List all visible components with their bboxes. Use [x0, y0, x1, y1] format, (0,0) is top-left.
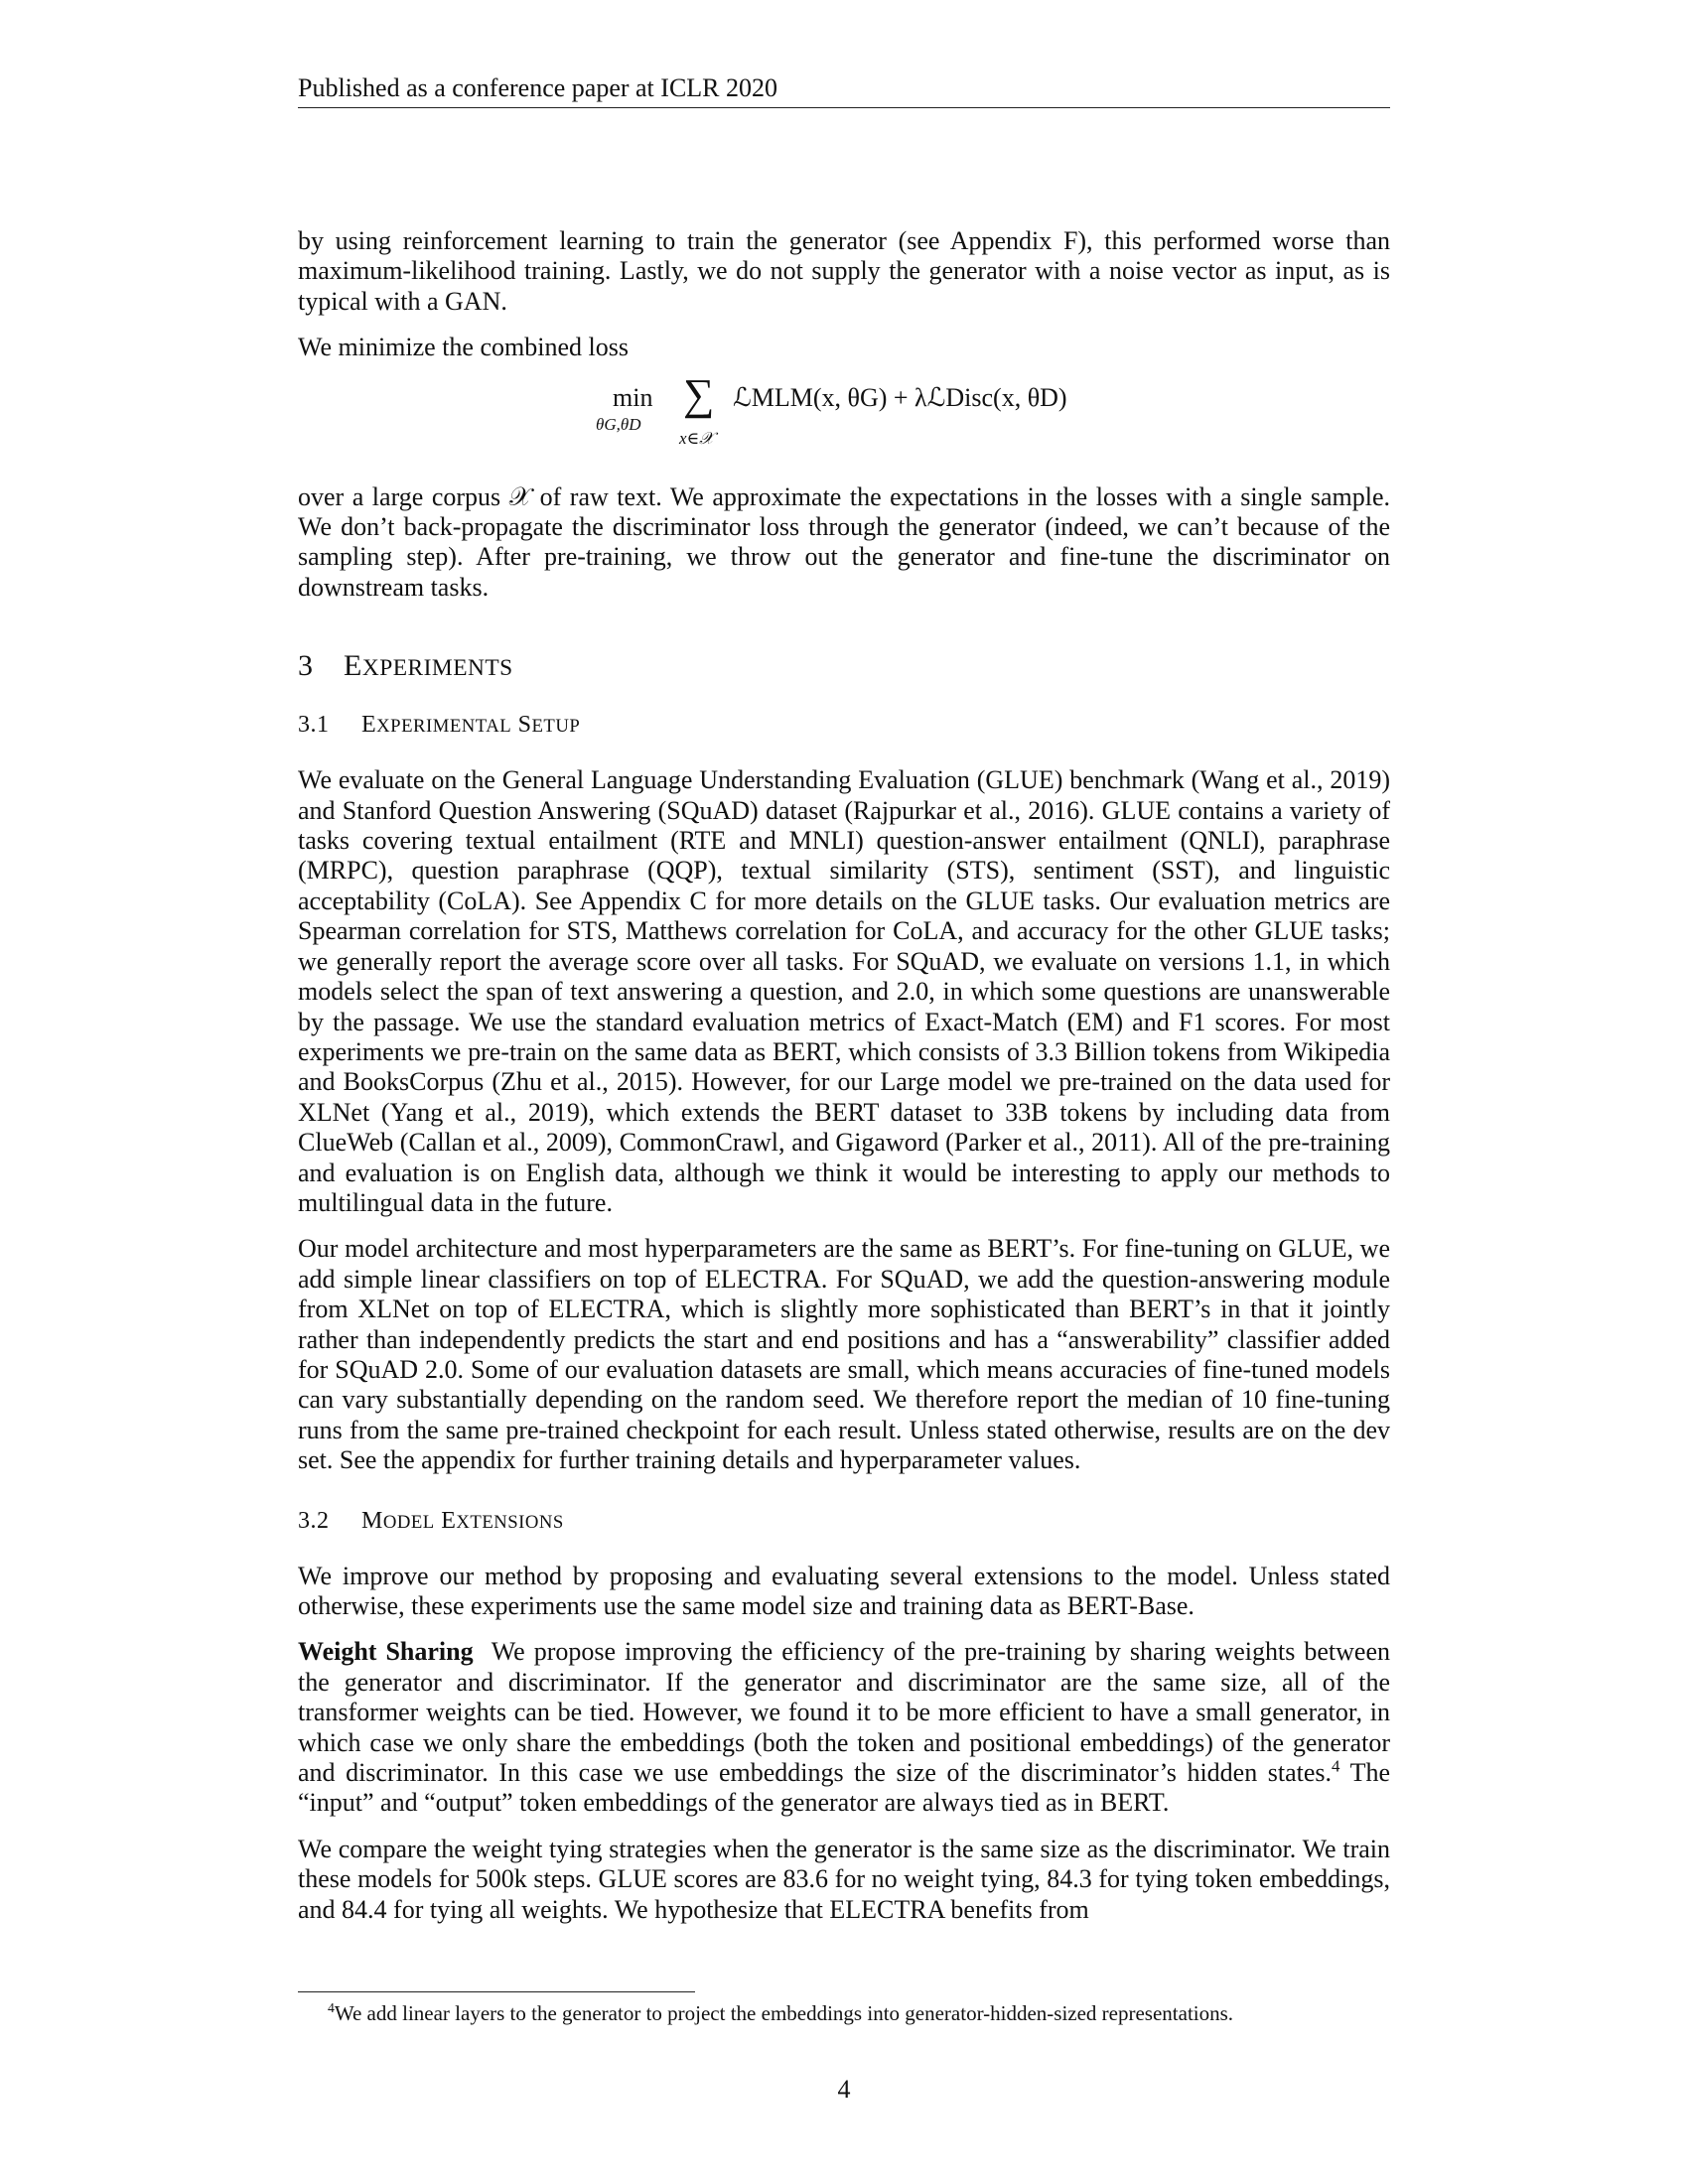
footnote-reference[interactable]: 4 — [1332, 1756, 1340, 1776]
paragraph-extensions-1: We improve our method by proposing and evaluating several extensions to the model. Unless stated otherwise, these experiments use the same model size and training data as BERT-Base. — [298, 1561, 1390, 1620]
paragraph-intro-1: by using reinforcement learning to train the generator (see Appendix F), this performed worse than maximum-likelihood training. Lastly, we do not supply the generator with a noise vector as input, as is typical with a GAN. — [298, 226, 1390, 316]
paragraph-intro-2: We minimize the combined loss — [298, 333, 629, 362]
equation-body: ℒMLM(x, θG) + λℒDisc(x, θD) — [733, 382, 1067, 412]
footnote-text: We add linear layers to the generator to project the embeddings into generator-hidden-sized representations. — [334, 2001, 1234, 2025]
section-title: EXPERIMENTS — [344, 649, 513, 683]
subsection-number: 3.2 — [298, 1507, 330, 1534]
main-content — [298, 226, 1390, 1925]
weight-sharing-title: Weight Sharing — [298, 1637, 474, 1667]
paragraph-weight-sharing — [298, 1637, 1390, 1818]
paragraph-setup-2: Our model architecture and most hyperparameters are the same as BERT’s. For fine-tuning on GLUE, we add simple linear classifiers on top of ELECTRA. For SQuAD, we add the question-answering module from XLNet on top of ELECTRA, which is slightly more sophisticated than BERT’s in that it jointly rather than independently predicts the start and end positions and has a “answerability” classifier added for SQuAD 2.0. Some of our evaluation datasets are small, which means accuracies of fine-tuned models can vary substantially depending on the random seed. We therefore report the median of 10 fine-tuning runs from the same pre-trained checkpoint for each result. Unless stated otherwise, results are on the dev set. See the appendix for further training details and hyperparameter values. — [298, 1234, 1390, 1475]
loss-equation — [298, 371, 1390, 475]
footnote — [328, 1999, 1390, 2027]
subsection-heading-3-2 — [298, 1506, 1390, 1538]
weight-sharing-tail: The “input” and “output” token embeddings of the generator are always tied as in BERT. — [298, 1758, 1390, 1818]
header-rule — [298, 107, 1390, 108]
section-heading-3 — [298, 648, 1390, 686]
equation-sum-subscript: x∈𝒳 — [679, 428, 714, 448]
subsection-title: EXPERIMENTAL SETUP — [361, 712, 581, 739]
paragraph-weight-tying: We compare the weight tying strategies when the generator is the same size as the discriminator. We train these models for 500k steps. GLUE scores are 83.6 for no weight tying, 84.3 for tying token embeddings, and 84.4 for tying all weights. We hypothesize that ELECTRA benefits from — [298, 1834, 1390, 1924]
weight-sharing-text: We propose improving the efficiency of the pre-training by sharing weights between the generator and discriminator. If the generator and discriminator are the same size, all of the transformer weights can be tied. However, we found it to be more efficient to have a small generator, in which case we only share the embeddings (both the token and positional embeddings) of the generator and discriminator. In this case we use embeddings the size of the discriminator’s hidden states. — [298, 1637, 1391, 1788]
subsection-heading-3-1 — [298, 710, 1390, 742]
equation-sum-symbol: ∑ — [683, 369, 715, 419]
footnote-rule — [298, 1991, 695, 1992]
page-number: 4 — [837, 2075, 851, 2104]
subsection-number: 3.1 — [298, 712, 330, 739]
subsection-title: MODEL EXTENSIONS — [361, 1507, 564, 1534]
equation-min-subscript: θG,θD — [596, 414, 641, 434]
footnote-mark: 4 — [328, 2000, 335, 2015]
paper-page — [298, 0, 1390, 2184]
paragraph-intro-3: over a large corpus 𝒳 of raw text. We approximate the expectations in the losses with a single sample. We don’t back-propagate the discriminator loss through the generator (indeed, we can’t because of the sampling step). After pre-training, we throw out the generator and fine-tune the discriminator on downstream tasks. — [298, 481, 1390, 602]
equation-min: min — [613, 382, 653, 412]
running-header: Published as a conference paper at ICLR 2020 — [298, 73, 778, 102]
section-number: 3 — [298, 649, 314, 683]
paragraph-setup-1: We evaluate on the General Language Understanding Evaluation (GLUE) benchmark (Wang et al., 2019) and Stanford Question Answering (SQuAD) dataset (Rajpurkar et al., 2016). GLUE contains a variety of tasks covering textual entailment (RTE and MNLI) question-answer entailment (QNLI), paraphrase (MRPC), question paraphrase (QQP), textual similarity (STS), sentiment (SST), and linguistic acceptability (CoLA). See Appendix C for more details on the GLUE tasks. Our evaluation metrics are Spearman correlation for STS, Matthews correlation for CoLA, and accuracy for the other GLUE tasks; we generally report the average score over all tasks. For SQuAD, we evaluate on versions 1.1, in which models select the span of text answering a question, and 2.0, in which some questions are unanswerable by the passage. We use the standard evaluation metrics of Exact-Match (EM) and F1 scores. For most experiments we pre-train on the same data as BERT, which consists of 3.3 Billion tokens from Wikipedia and BooksCorpus (Zhu et al., 2015). However, for our Large model we pre-trained on the data used for XLNet (Yang et al., 2019), which extends the BERT dataset to 33B tokens by including data from ClueWeb (Callan et al., 2009), CommonCrawl, and Gigaword (Parker et al., 2011). All of the pre-training and evaluation is on English data, although we think it would be interesting to apply our methods to multilingual data in the future. — [298, 765, 1390, 1217]
